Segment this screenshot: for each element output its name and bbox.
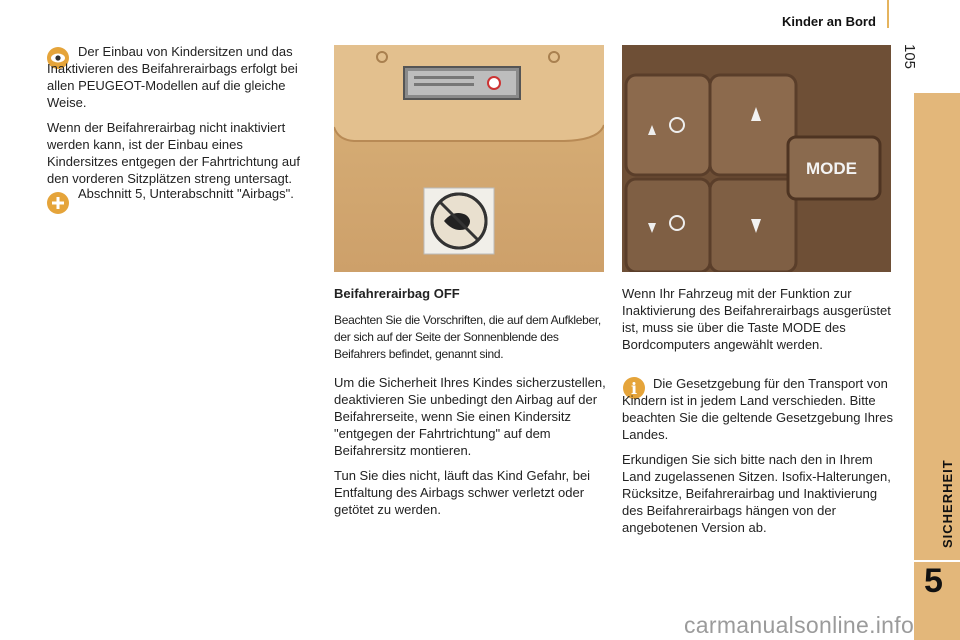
header-divider [887, 0, 889, 28]
legislation-paragraph: Die Gesetzgebung für den Transport von Kindern ist in jedem Land verschieden. Bitte beachten Sie die geltende Gesetzgebung Ihres Landes. [622, 376, 894, 442]
column-2-body [334, 374, 606, 518]
chapter-side-label: SICHERHEIT [940, 459, 955, 548]
chapter-side-tab [914, 93, 960, 640]
section-heading: Beifahrerairbag OFF [334, 286, 460, 301]
page-number: 105 [901, 44, 918, 70]
safety-paragraph: Um die Sicherheit Ihres Kindes sicherzustellen, deaktivieren Sie unbedingt den Airbag auf der Beifahrerseite, wenn Sie einen Kindersitz "entgegen der Fahrtrichtung" auf dem Beifahrersitz montieren. [334, 375, 606, 458]
chapter-number: 5 [924, 562, 943, 600]
column-3-body [622, 375, 894, 536]
warning-paragraph: Wenn der Beifahrerairbag nicht inaktiviert werden kann, ist der Einbau eines Kindersitzes entgegen der Fahrtrichtung auf den vorderen Sitzplätzen streng untersagt. [47, 120, 300, 186]
mode-paragraph: Wenn Ihr Fahrzeug mit der Funktion zur Inaktivierung des Beifahrerairbags ausgerüstet ist, muss sie über die Taste MODE des Bordcomputers angewählt werden. [622, 286, 891, 352]
page-header-title: Kinder an Bord [782, 14, 876, 29]
info-icon: i [623, 377, 645, 399]
mode-label: MODE [806, 159, 857, 178]
column-1 [47, 43, 315, 187]
watermark: carmanualsonline.info [684, 612, 915, 638]
plus-icon [47, 192, 69, 214]
mode-button-photo [622, 45, 891, 272]
sun-visor-photo [334, 45, 604, 272]
seats-paragraph: Erkundigen Sie sich bitte nach den in Ihrem Land zugelassenen Sitzen. Isofix-Halterungen, Rücksitze, Beifahrerairbag und Inaktivierung des Beifahrerairbags hängen von der angebotenen Version ab. [622, 452, 891, 535]
intro-paragraph: Der Einbau von Kindersitzen und das Inaktivieren des Beifahrerairbags erfolgt bei allen PEUGEOT-Modellen auf die gleiche Weise. [47, 44, 298, 110]
reference-paragraph: Abschnitt 5, Unterabschnitt "Airbags". [78, 186, 294, 201]
image-caption: Beachten Sie die Vorschriften, die auf dem Aufkleber, der sich auf der Seite der Sonnenblende des Beifahrers befindet, genannt sind. [334, 313, 601, 361]
danger-paragraph: Tun Sie dies nicht, läuft das Kind Gefahr, bei Entfaltung des Airbags schwer verletzt oder getötet zu werden. [334, 468, 591, 517]
